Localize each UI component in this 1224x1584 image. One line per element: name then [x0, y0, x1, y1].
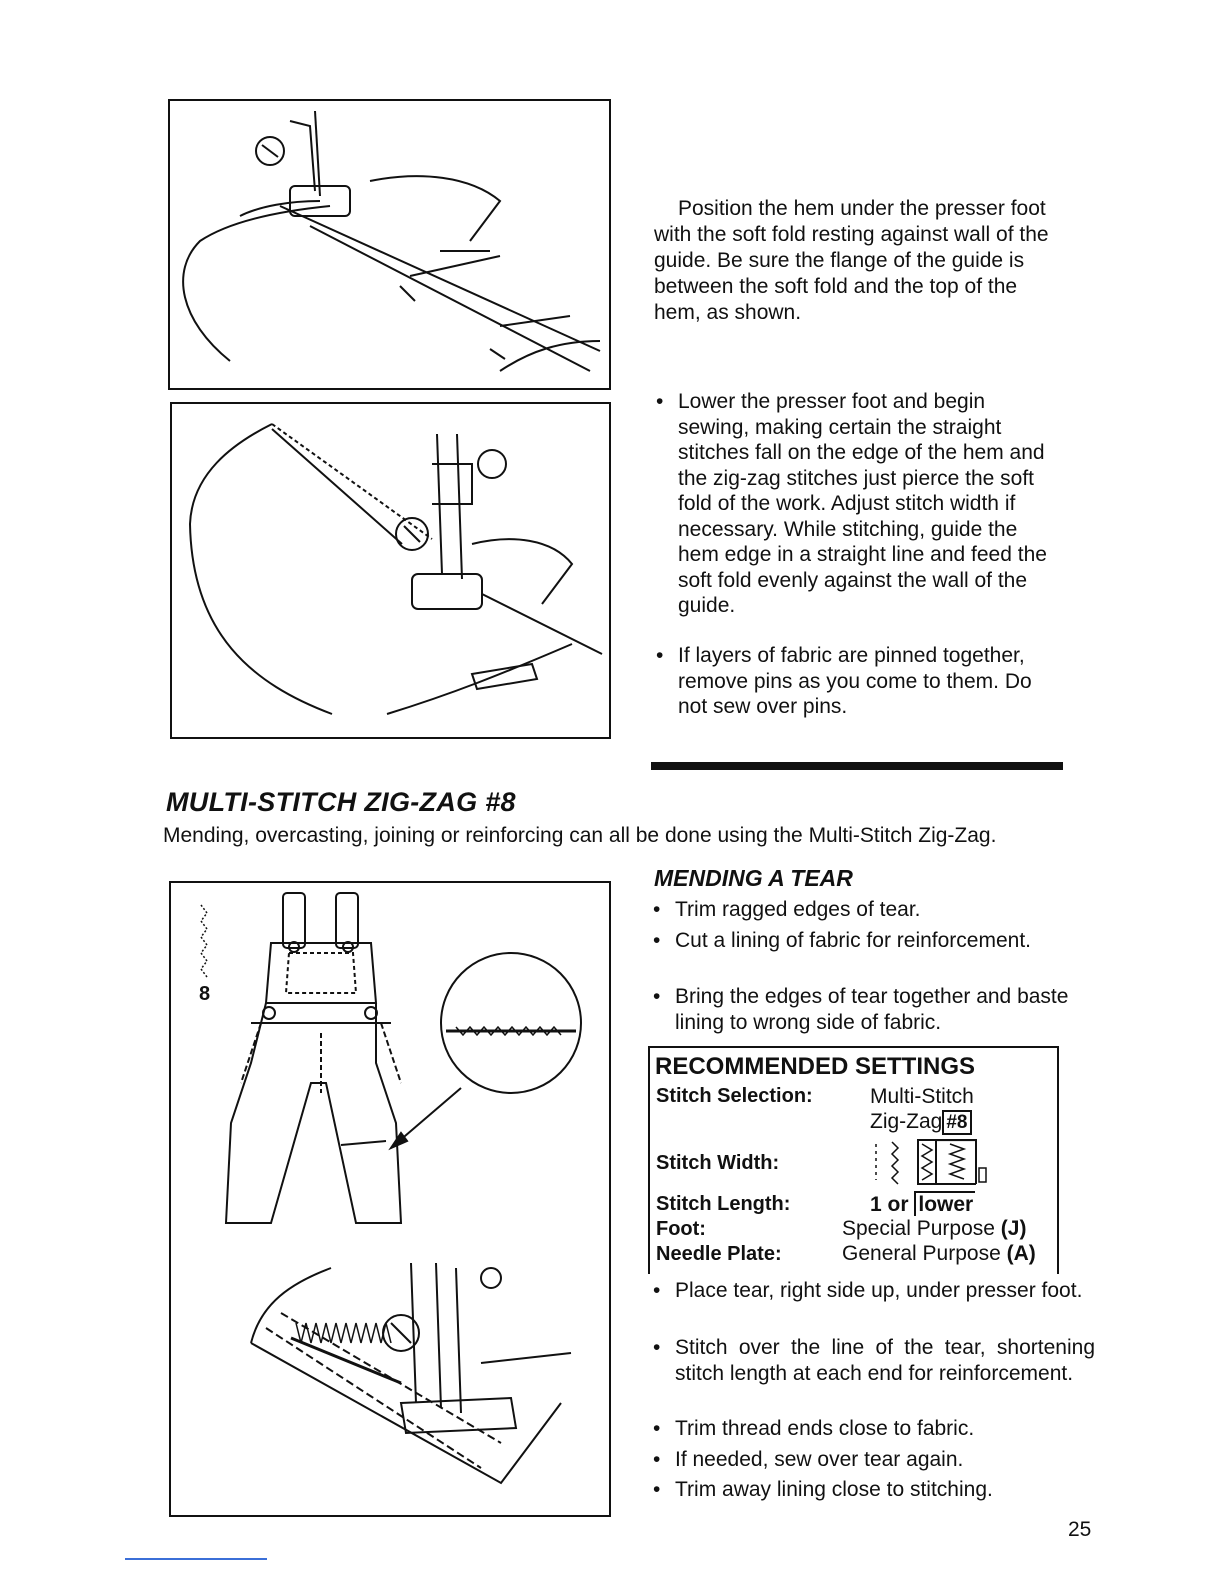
figure-overalls-mending — [169, 881, 611, 1517]
stitch-selection-value: Multi-Stitch — [870, 1085, 974, 1108]
foot-code: (J) — [1000, 1217, 1027, 1240]
stitch-width-dial-icon — [870, 1136, 1000, 1188]
multi-stitch-description: Mending, overcasting, joining or reinforcing can all be done using the Multi-Stitch Zig-Zag. — [163, 824, 997, 847]
stitch-length-lower: lower — [914, 1191, 975, 1216]
mending-bullet-lining: • Cut a lining of fabric for reinforcement. — [651, 928, 1090, 954]
bottom-rule — [125, 1558, 267, 1560]
multi-stitch-title: MULTI-STITCH ZIG-ZAG #8 — [166, 787, 516, 817]
mending-bullet-baste: • Bring the edges of tear together and baste lining to wrong side of fabric. — [651, 984, 1090, 1035]
foot-value — [842, 1217, 1026, 1241]
stitch-pattern-number: 8 — [199, 983, 211, 1005]
stitch-selection-label: Stitch Selection: — [656, 1085, 813, 1107]
mending-bullet-trim-thread: • Trim thread ends close to fabric. — [651, 1416, 1095, 1442]
stitch-selection-value-2 — [870, 1110, 972, 1134]
figure-hem-sewing — [170, 402, 611, 739]
stitch-selection-name: Zig-Zag — [870, 1110, 943, 1133]
mending-title: MENDING A TEAR — [654, 865, 853, 891]
needle-plate-value — [842, 1242, 1036, 1266]
figure-hem-guide — [168, 99, 611, 390]
recommended-settings — [648, 1046, 1059, 1274]
needle-plate-label: Needle Plate: — [656, 1243, 782, 1265]
stitch-length-number: 1 or — [870, 1193, 909, 1216]
hem-guide-illustration — [170, 101, 609, 388]
needle-plate-name: General Purpose — [842, 1242, 1001, 1265]
foot-label: Foot: — [656, 1218, 706, 1240]
hem-bullet-pins: • If layers of fabric are pinned together, remove pins as you come to them. Do not sew over pins. — [654, 643, 1062, 720]
mending-bullet-sew-again: • If needed, sew over tear again. — [651, 1447, 1095, 1473]
section-divider — [651, 762, 1063, 770]
hem-bullet-sewing: • Lower the presser foot and begin sewing, making certain the straight stitches fall on the edge of the hem and the zig-zag stitches just pierce the soft fold of the work. Adjust stitch width if necessary. While stitching, guide the hem edge in a straight line and feed the soft fold evenly against the wall of the guide. — [654, 389, 1062, 619]
stitch-width-label: Stitch Width: — [656, 1152, 780, 1174]
stitch-length-label: Stitch Length: — [656, 1193, 791, 1215]
mending-bullet-stitch: • Stitch over the line of the tear, shortening stitch length at each end for reinforcement. — [651, 1335, 1095, 1386]
foot-name: Special Purpose — [842, 1217, 995, 1240]
hem-sewing-illustration — [172, 404, 609, 737]
settings-title: RECOMMENDED SETTINGS — [655, 1053, 976, 1080]
needle-plate-code: (A) — [1006, 1242, 1036, 1265]
stitch-length-value — [870, 1193, 975, 1217]
page-number: 25 — [1068, 1518, 1092, 1541]
mending-bullet-trim: • Trim ragged edges of tear. — [651, 897, 1090, 923]
overalls-illustration — [171, 883, 609, 1515]
hem-intro: Position the hem under the presser foot with the soft fold resting against wall of the guide. Be sure the flange of the guide is between the soft fold and the top of the hem, as shown. — [654, 197, 1049, 324]
stitch-selection-number: #8 — [942, 1110, 971, 1135]
mending-bullet-place: • Place tear, right side up, under presser foot. — [651, 1278, 1095, 1304]
mending-bullet-trim-lining: • Trim away lining close to stitching. — [651, 1477, 1095, 1503]
